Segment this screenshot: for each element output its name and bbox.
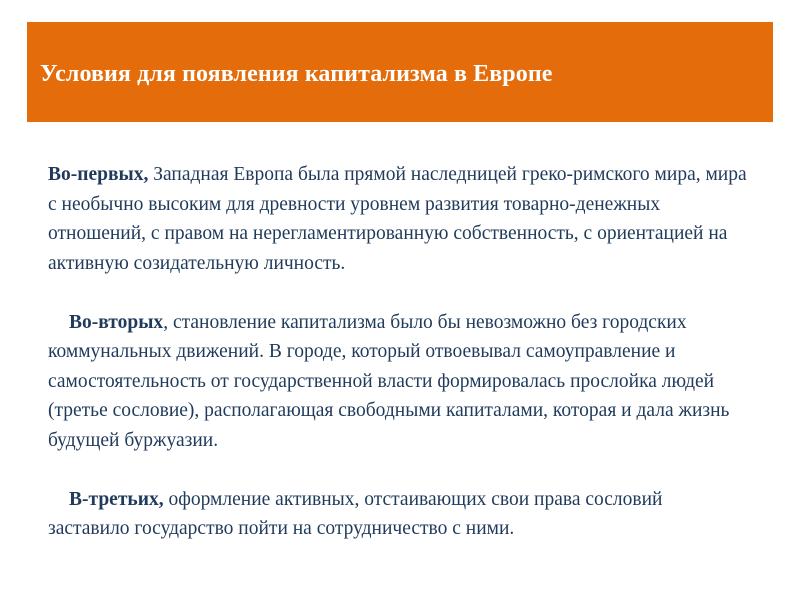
paragraph-spacer [48,455,748,485]
paragraph-first-text: Западная Европа была прямой наследницей греко-римского мира, мира с необычно высоким для древности уровнем развития товарно-денежных отношений, с правом на нерегламентированную собственность, с ориентацией на активную созидательную личность. [48,164,747,274]
paragraph-first-lead: Во-первых, [48,164,149,185]
paragraph-first [48,160,748,278]
slide-body [48,160,748,544]
paragraph-second-text: , становление капитализма было бы невозможно без городских коммунальных движений. В городе, который отвоевывал самоуправление и самостоятельность от государственной власти формировалась прослойка людей (третье сословие), располагающая свободными капиталами, которая и дала жизнь будущей буржуазии. [48,311,730,451]
paragraph-spacer [48,278,748,308]
paragraph-second-lead: Во-вторых [69,311,164,333]
paragraph-third [48,485,748,544]
paragraph-second [48,308,748,456]
paragraph-third-lead: В-третьих, [69,488,164,510]
slide-title: Условия для появления капитализма в Европе [40,60,553,87]
paragraph-third-text: оформление активных, отстаивающих свои права сословий заставило государство пойти на сотрудничество с ними. [48,488,663,539]
title-banner [27,22,773,122]
